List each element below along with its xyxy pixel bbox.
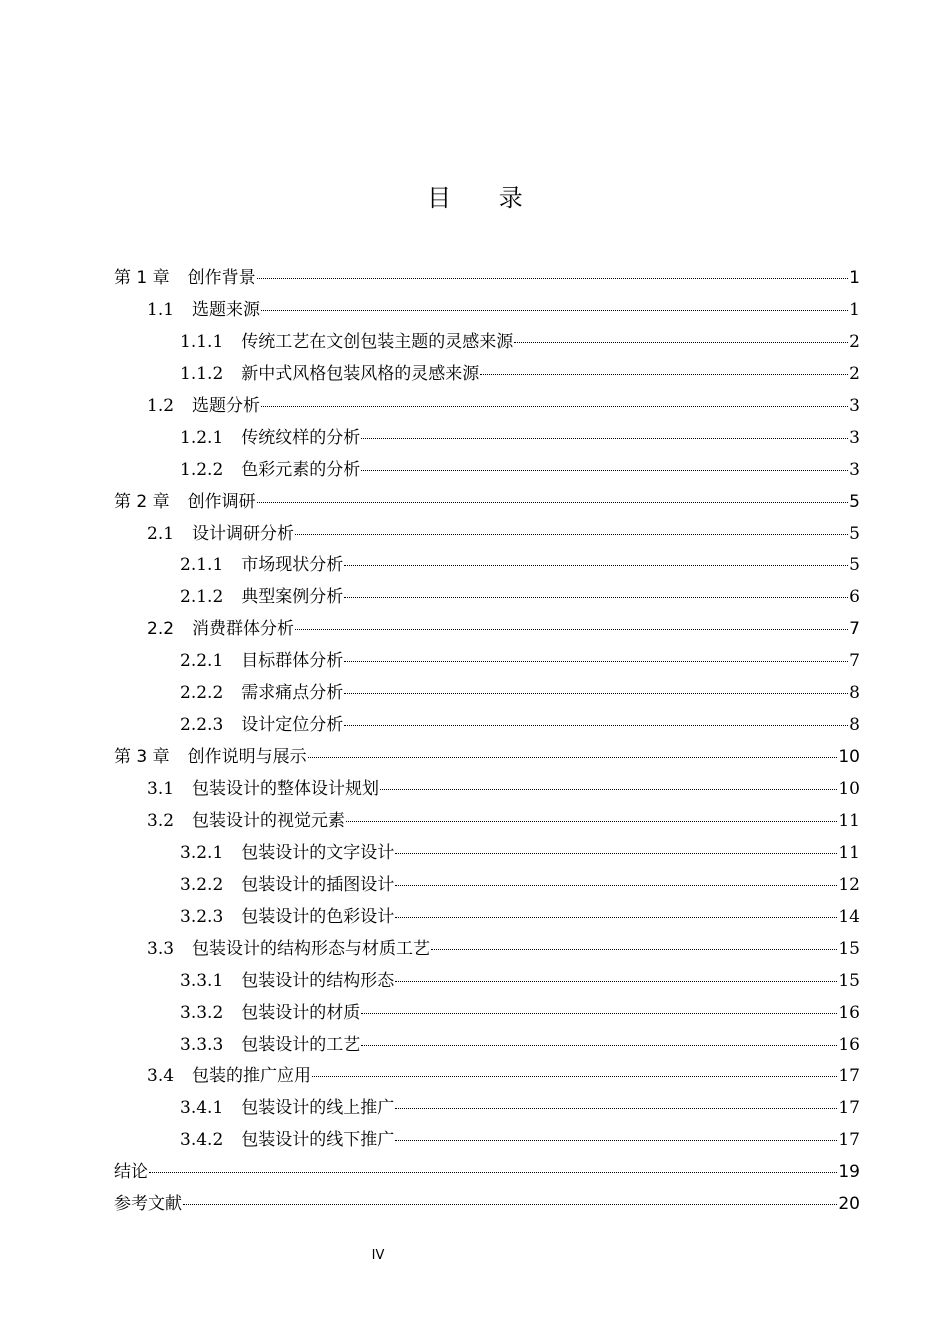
- toc-dot-leader: [183, 1204, 837, 1205]
- toc-entry-number: 2.2.2: [180, 683, 224, 704]
- toc-entry-page: 8: [849, 683, 860, 704]
- toc-entry-number: 1.2: [147, 395, 175, 416]
- toc-entry-number: 3.3.2: [180, 1002, 224, 1023]
- toc-entry[interactable]: [114, 1061, 860, 1093]
- toc-entry-number: 3.3: [147, 938, 175, 959]
- toc-entry-page: 10: [838, 747, 860, 768]
- toc-entry[interactable]: [114, 359, 860, 391]
- toc-entry-page: 14: [838, 906, 860, 927]
- toc-entry-number: 1.2.2: [180, 459, 224, 480]
- toc-entry[interactable]: [114, 934, 860, 966]
- toc-entry-label: 新中式风格包装风格的灵感来源: [241, 363, 480, 384]
- toc-entry-page: 11: [838, 810, 860, 831]
- toc-entry[interactable]: [114, 902, 860, 934]
- toc-dot-leader: [361, 470, 848, 471]
- toc-entry-number: 3.1: [147, 779, 175, 799]
- toc-entry-label: 选题来源: [192, 299, 261, 320]
- toc-dot-leader: [395, 853, 837, 854]
- toc-entry-number: 2.2.3: [180, 715, 224, 736]
- toc-entry-page: 5: [849, 555, 860, 576]
- toc-entry-number: 3.4.1: [180, 1098, 224, 1119]
- toc-entry-label: 参考文献: [114, 1194, 182, 1215]
- toc-entry-number: 1.2.1: [180, 427, 224, 448]
- toc-entry-number: 2.1.2: [180, 587, 224, 608]
- toc-entry-label: 目标群体分析: [241, 651, 344, 672]
- toc-entry-label: 包装设计的结构形态与材质工艺: [192, 938, 431, 959]
- toc-entry-page: 15: [838, 970, 860, 991]
- toc-dot-leader: [395, 917, 837, 918]
- toc-entry-number: 3.4.2: [180, 1130, 224, 1151]
- toc-entry-number: 3.2.2: [180, 874, 224, 895]
- toc-entry-number: 3.3.3: [180, 1034, 224, 1055]
- toc-entry-page: 11: [838, 842, 860, 863]
- toc-dot-leader: [308, 757, 838, 758]
- toc-entry[interactable]: [114, 966, 860, 998]
- toc-entry-number: 3.2.1: [180, 842, 224, 863]
- toc-dot-leader: [514, 342, 848, 343]
- toc-entry-page: 2: [849, 363, 860, 384]
- toc-dot-leader: [380, 789, 837, 790]
- toc-dot-leader: [395, 885, 837, 886]
- toc-entry[interactable]: [114, 423, 860, 455]
- toc-dot-leader: [344, 661, 848, 662]
- toc-entry-label: 选题分析: [192, 395, 261, 416]
- toc-entry-page: 19: [838, 1162, 860, 1183]
- toc-entry-label: 包装的推广应用: [192, 1066, 312, 1087]
- toc-entry-label: 包装设计的插图设计: [241, 874, 395, 895]
- toc-entry-number: 1.1.2: [180, 363, 224, 384]
- toc-entry-number: 2.1.1: [180, 555, 224, 576]
- toc-entry-label: 创作说明与展示: [187, 747, 307, 768]
- toc-entry[interactable]: [114, 391, 860, 423]
- toc-entry-label: 包装设计的整体设计规划: [192, 779, 380, 799]
- toc-entry[interactable]: [114, 519, 860, 551]
- toc-entry-page: 7: [849, 651, 860, 672]
- toc-entry-number: 3.2: [147, 810, 175, 831]
- toc-entry[interactable]: [114, 455, 860, 487]
- toc-entry-page: 12: [838, 874, 860, 895]
- toc-entry-label: 包装设计的线上推广: [241, 1098, 395, 1119]
- toc-entry-page: 15: [838, 938, 860, 959]
- toc-dot-leader: [344, 693, 848, 694]
- toc-entry[interactable]: [114, 550, 860, 582]
- toc-dot-leader: [261, 310, 848, 311]
- table-of-contents: [114, 263, 860, 1221]
- toc-entry[interactable]: [114, 742, 860, 774]
- toc-entry-label: 需求痛点分析: [241, 683, 344, 704]
- toc-entry-label: 包装设计的工艺: [241, 1034, 361, 1055]
- toc-entry-page: 8: [849, 715, 860, 736]
- toc-entry[interactable]: [114, 838, 860, 870]
- toc-entry[interactable]: [114, 1093, 860, 1125]
- toc-entry[interactable]: [114, 998, 860, 1030]
- toc-dot-leader: [395, 1140, 837, 1141]
- toc-dot-leader: [395, 1108, 837, 1109]
- toc-entry[interactable]: [114, 487, 860, 519]
- toc-entry[interactable]: [114, 1125, 860, 1157]
- toc-entry-label: 包装设计的文字设计: [241, 842, 395, 863]
- toc-entry-page: 3: [849, 395, 860, 416]
- toc-entry[interactable]: [114, 263, 860, 295]
- toc-entry-page: 5: [849, 523, 860, 544]
- toc-entry[interactable]: [114, 1030, 860, 1062]
- toc-entry[interactable]: [114, 710, 860, 742]
- toc-dot-leader: [257, 278, 849, 279]
- toc-entry[interactable]: [114, 295, 860, 327]
- toc-entry-page: 17: [838, 1066, 860, 1087]
- toc-entry[interactable]: [114, 646, 860, 678]
- toc-entry-label: 创作背景: [187, 268, 256, 288]
- toc-entry[interactable]: [114, 678, 860, 710]
- toc-entry-label: 结论: [114, 1162, 148, 1183]
- toc-entry-page: 3: [849, 427, 860, 448]
- toc-entry-page: 7: [849, 619, 860, 640]
- toc-entry-label: 市场现状分析: [241, 555, 344, 576]
- toc-entry-page: 1: [849, 268, 860, 288]
- page-number-footer: IV: [371, 1248, 385, 1263]
- toc-entry-number: 3.3.1: [180, 970, 224, 991]
- toc-entry-page: 5: [849, 491, 860, 512]
- toc-entry-page: 17: [838, 1098, 860, 1119]
- toc-entry-page: 6: [849, 587, 860, 608]
- toc-entry-number: 2.1: [147, 523, 175, 544]
- toc-entry-label: 传统工艺在文创包装主题的灵感来源: [241, 331, 514, 352]
- toc-entry-page: 17: [838, 1130, 860, 1151]
- page-title: 目 录: [427, 184, 543, 212]
- toc-entry-label: 包装设计的线下推广: [241, 1130, 395, 1151]
- toc-entry-number: 第 3 章: [114, 747, 170, 768]
- toc-entry-label: 包装设计的色彩设计: [241, 906, 395, 927]
- toc-dot-leader: [361, 1013, 837, 1014]
- toc-entry-label: 包装设计的视觉元素: [192, 810, 346, 831]
- toc-entry[interactable]: [114, 1157, 860, 1189]
- toc-entry-page: 10: [838, 779, 860, 799]
- toc-entry-label: 创作调研: [187, 491, 256, 512]
- toc-dot-leader: [344, 725, 848, 726]
- toc-entry[interactable]: [114, 1189, 860, 1221]
- toc-entry-label: 消费群体分析: [192, 619, 295, 640]
- toc-dot-leader: [257, 502, 849, 503]
- toc-entry-label: 传统纹样的分析: [241, 427, 361, 448]
- toc-entry-number: 3.2.3: [180, 906, 224, 927]
- toc-dot-leader: [312, 1076, 837, 1077]
- toc-entry-page: 16: [838, 1034, 860, 1055]
- toc-entry-page: 3: [849, 459, 860, 480]
- toc-entry-number: 1.1: [147, 299, 175, 320]
- toc-entry-label: 色彩元素的分析: [241, 459, 361, 480]
- toc-entry-number: 第 2 章: [114, 491, 170, 512]
- toc-entry-page: 20: [838, 1194, 860, 1215]
- toc-entry-label: 包装设计的结构形态: [241, 970, 395, 991]
- toc-dot-leader: [149, 1172, 837, 1173]
- toc-entry-label: 设计定位分析: [241, 715, 344, 736]
- toc-dot-leader: [295, 629, 848, 630]
- toc-dot-leader: [395, 981, 837, 982]
- toc-entry[interactable]: [114, 870, 860, 902]
- toc-entry-number: 第 1 章: [114, 268, 170, 288]
- toc-entry-label: 包装设计的材质: [241, 1002, 361, 1023]
- toc-dot-leader: [361, 1045, 837, 1046]
- toc-dot-leader: [346, 821, 837, 822]
- toc-entry[interactable]: [114, 614, 860, 646]
- toc-entry[interactable]: [114, 774, 860, 806]
- toc-entry-label: 典型案例分析: [241, 587, 344, 608]
- toc-entry[interactable]: [114, 806, 860, 838]
- toc-dot-leader: [344, 597, 848, 598]
- toc-dot-leader: [361, 438, 848, 439]
- toc-entry-page: 1: [849, 299, 860, 320]
- toc-entry-number: 3.4: [147, 1066, 175, 1087]
- toc-entry[interactable]: [114, 327, 860, 359]
- toc-entry-page: 2: [849, 331, 860, 352]
- toc-dot-leader: [295, 534, 848, 535]
- toc-dot-leader: [261, 406, 848, 407]
- toc-dot-leader: [480, 374, 848, 375]
- toc-dot-leader: [344, 565, 848, 566]
- toc-entry[interactable]: [114, 582, 860, 614]
- toc-entry-number: 2.2: [147, 619, 175, 640]
- toc-entry-label: 设计调研分析: [192, 523, 295, 544]
- toc-entry-page: 16: [838, 1002, 860, 1023]
- toc-entry-number: 2.2.1: [180, 651, 224, 672]
- toc-dot-leader: [431, 949, 837, 950]
- toc-entry-number: 1.1.1: [180, 331, 224, 352]
